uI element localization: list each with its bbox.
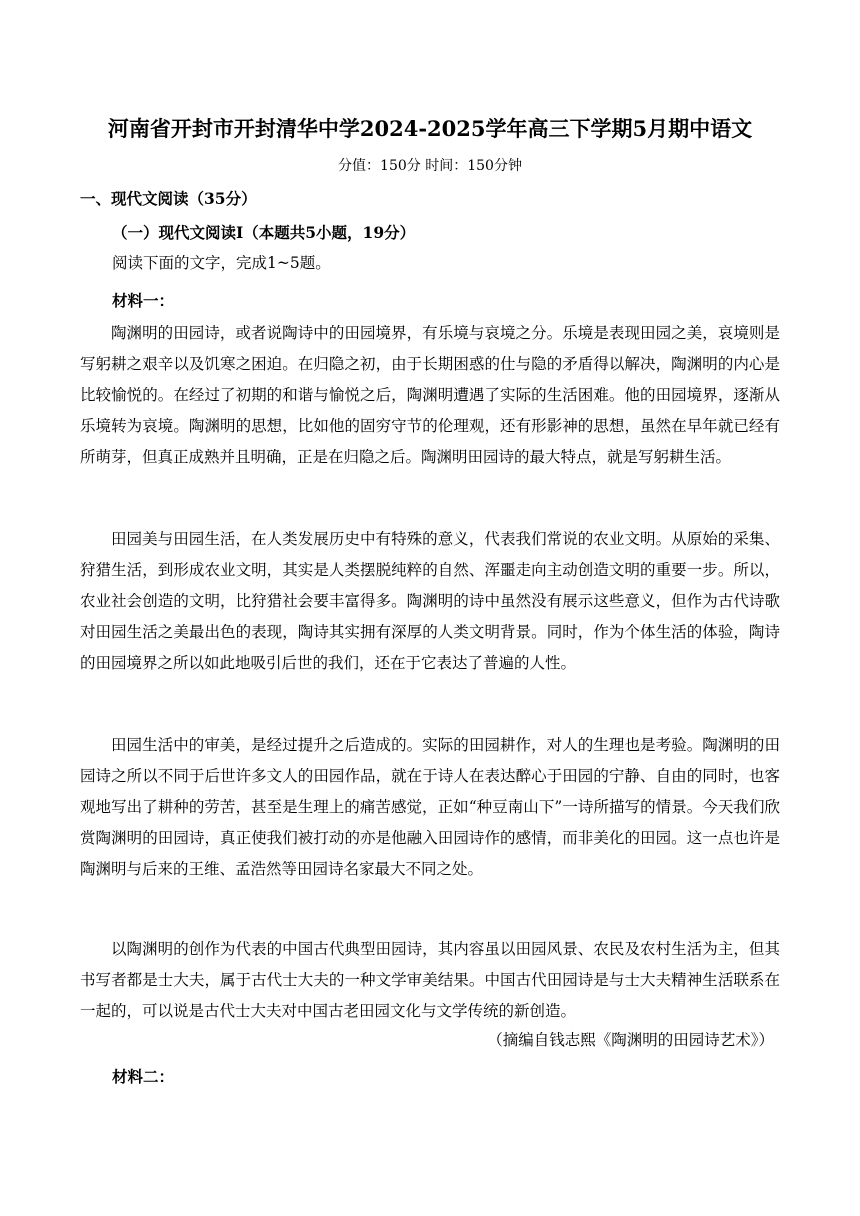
material-one-label: 材料一： [112, 291, 175, 310]
reading-instruction: 阅读下面的文字，完成1~5题。 [112, 254, 331, 272]
document-title: 河南省开封市开封清华中学2024-2025学年高三下学期5月期中语文 [107, 116, 753, 141]
paragraph-text: 以陶渊明的创作为代表的中国古代典型田园诗，其内容虽以田园风景、农民及农村生活为主，但其书写者都是士大夫，属于古代士大夫的一种文学审美结果。中国古代田园诗是与士大夫精神生活联系在一起的，可以说是古代士大夫对中国古老田园文化与文学传统的新创造。 [80, 940, 780, 1020]
score-time-info: 分值：150分 时间：150分钟 [338, 158, 522, 174]
material-two-label: 材料二： [112, 1067, 175, 1086]
paragraph-text: 田园生活中的审美，是经过提升之后造成的。实际的田园耕作，对人的生理也是考验。陶渊明的田园诗之所以不同于后世许多文人的田园作品，就在于诗人在表达醉心于田园的宁静、自由的同时，也客观地写出了耕种的劳苦，甚至是生理上的痛苦感觉，正如“种豆南山下”一诗所描写的情景。今天我们欣赏陶渊明的田园诗，真正使我们被打动的亦是他融入田园诗作的感情，而非美化的田园。这一点也许是陶渊明与后来的王维、孟浩然等田园诗名家最大不同之处。 [80, 736, 780, 878]
subsection-heading: （一）现代文阅读Ⅰ（本题共5小题，19分） [112, 223, 416, 242]
paragraph-3 [80, 730, 780, 885]
paragraph-4 [80, 934, 780, 1027]
paragraph-text: 陶渊明的田园诗，或者说陶诗中的田园境界，有乐境与哀境之分。乐境是表现田园之美，哀境则是写躬耕之艰辛以及饥寒之困迫。在归隐之初，由于长期困惑的仕与隐的矛盾得以解决，陶渊明的内心是比较愉悦的。在经过了初期的和谐与愉悦之后，陶渊明遭遇了实际的生活困难。他的田园境界，逐渐从乐境转为哀境。陶渊明的思想，比如他的固穷守节的伦理观，还有形影神的思想，虽然在早年就已经有所萌芽，但真正成熟并且明确，正是在归隐之后。陶渊明田园诗的最大特点，就是写躬耕生活。 [80, 324, 780, 466]
section-heading: 一、现代文阅读（35分） [80, 189, 257, 208]
source-citation: （摘编自钱志熙《陶渊明的田园诗艺术》） [487, 1031, 774, 1049]
paragraph-1 [80, 318, 780, 473]
paragraph-2 [80, 524, 780, 679]
paragraph-text: 田园美与田园生活，在人类发展历史中有特殊的意义，代表我们常说的农业文明。从原始的采集、狩猎生活，到形成农业文明，其实是人类摆脱纯粹的自然、浑噩走向主动创造文明的重要一步。所以，农业社会创造的文明，比狩猎社会要丰富得多。陶渊明的诗中虽然没有展示这些意义，但作为古代诗歌对田园生活之美最出色的表现，陶诗其实拥有深厚的人类文明背景。同时，作为个体生活的体验，陶诗的田园境界之所以如此地吸引后世的我们，还在于它表达了普遍的人性。 [80, 530, 780, 672]
